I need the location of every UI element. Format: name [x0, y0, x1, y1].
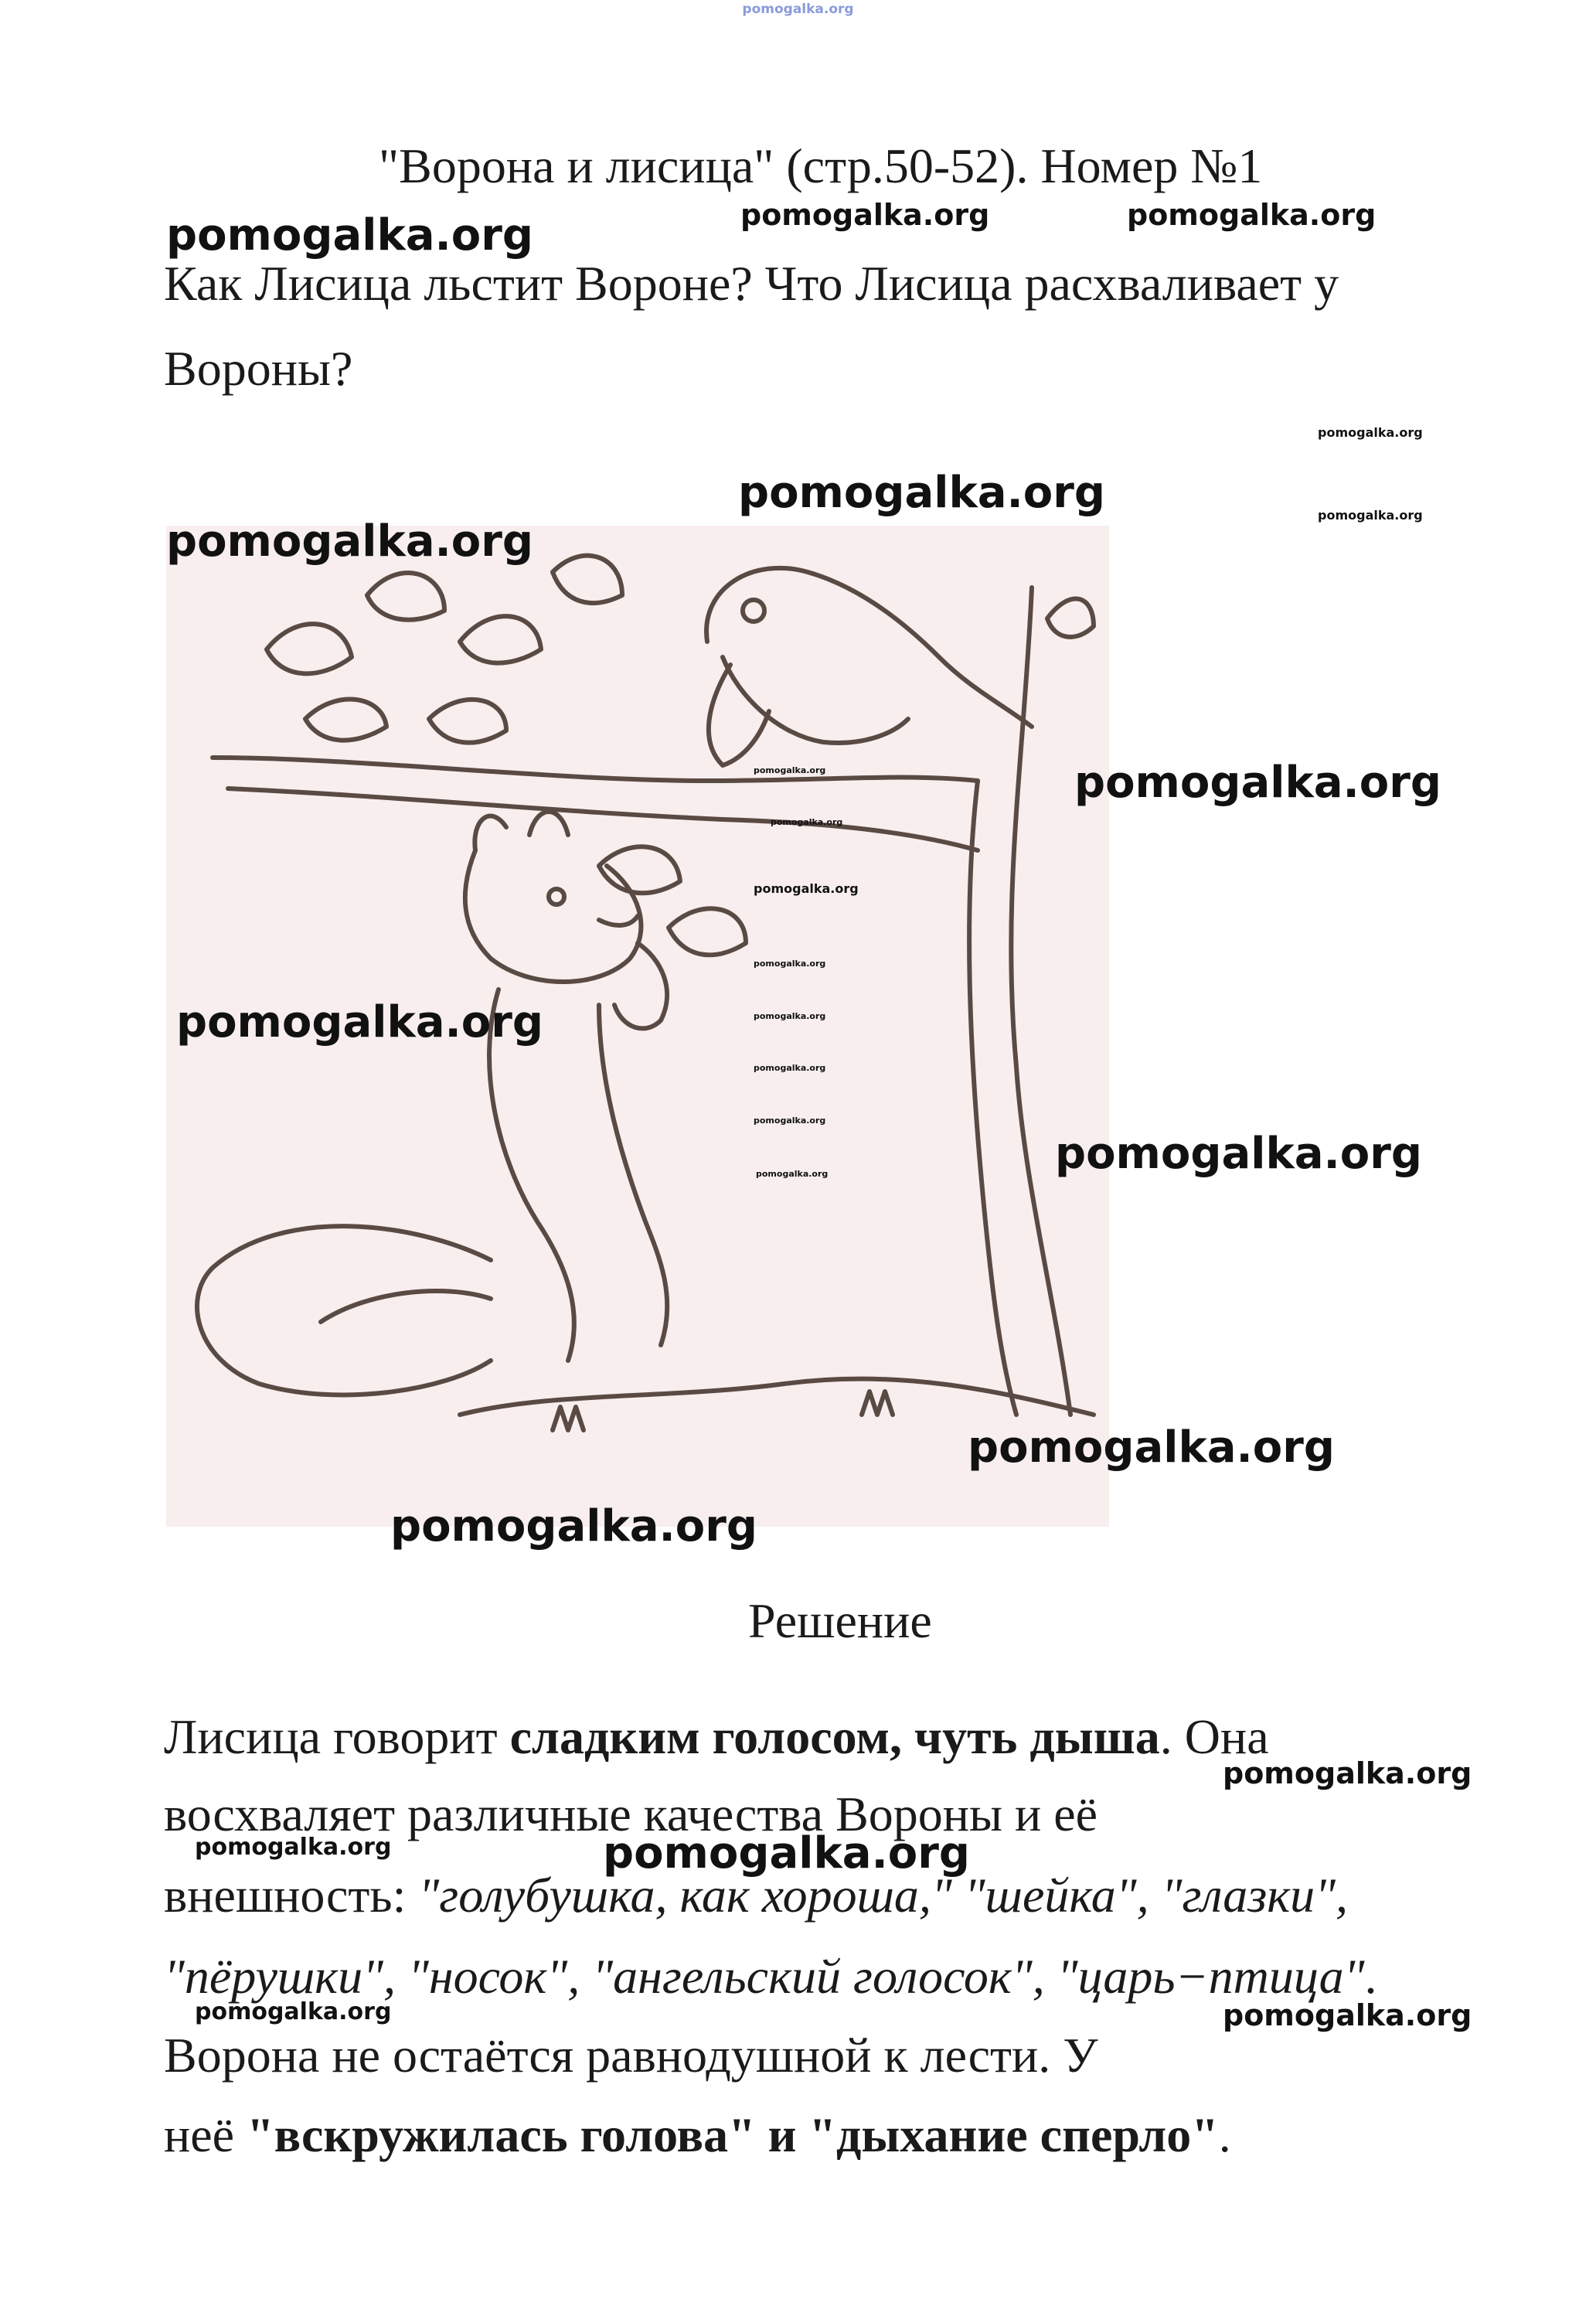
- solution-text: .: [1218, 2107, 1231, 2162]
- watermark: pomogalka.org: [754, 765, 826, 775]
- solution-heading: Решение: [748, 1593, 932, 1648]
- watermark: pomogalka.org: [1074, 758, 1441, 808]
- watermark: pomogalka.org: [166, 516, 533, 567]
- watermark: pomogalka.org: [603, 1828, 970, 1878]
- watermark: pomogalka.org: [1318, 508, 1423, 523]
- solution-line-4: [164, 1948, 1377, 2005]
- watermark: pomogalka.org: [1223, 1756, 1472, 1790]
- question-line-1: Как Лисица льстит Вороне? Что Лисица расхваливает у: [164, 256, 1339, 311]
- solution-italic: "голубушка, как хороша," "шейка", "глазки",: [418, 1868, 1349, 1923]
- solution-italic: "пёрушки", "носок", "ангельский голосок", "царь−птица": [164, 1949, 1365, 2004]
- solution-text: Лисица говорит: [164, 1709, 510, 1764]
- watermark: pomogalka.org: [756, 1169, 829, 1179]
- watermark: pomogalka.org: [754, 1063, 826, 1073]
- watermark: pomogalka.org: [390, 1501, 757, 1552]
- watermark: pomogalka.org: [754, 1011, 826, 1021]
- watermark: pomogalka.org: [195, 1834, 392, 1861]
- watermark: pomogalka.org: [740, 198, 990, 232]
- watermark: pomogalka.org: [176, 997, 543, 1047]
- watermark: pomogalka.org: [195, 1998, 392, 2025]
- watermark: pomogalka.org: [166, 210, 533, 261]
- solution-text: . Она: [1159, 1709, 1269, 1764]
- solution-text: .: [1364, 1949, 1377, 2004]
- watermark: pomogalka.org: [968, 1422, 1335, 1473]
- solution-bold: сладким голосом, чуть дыша: [509, 1709, 1160, 1764]
- solution-bold: "вскружилась голова" и "дыхание сперло": [247, 2107, 1219, 2162]
- watermark: pomogalka.org: [1055, 1129, 1422, 1179]
- watermark: pomogalka.org: [1223, 1998, 1472, 2032]
- solution-line-1: [164, 1708, 1269, 1766]
- watermark: pomogalka.org: [771, 817, 843, 827]
- watermark: pomogalka.org: [1318, 425, 1423, 440]
- question-line-2: Вороны?: [164, 341, 353, 396]
- solution-line-3: [164, 1867, 1348, 1924]
- watermark: pomogalka.org: [738, 468, 1105, 518]
- solution-line-2: восхваляет различные качества Вороны и её: [164, 1787, 1098, 1841]
- task-title: "Ворона и лисица" (стр.50-52). Номер №1: [379, 138, 1263, 193]
- solution-line-6: [164, 2107, 1231, 2164]
- watermark: pomogalka.org: [754, 881, 859, 896]
- watermark: pomogalka.org: [754, 959, 826, 969]
- watermark-top: pomogalka.org: [742, 2, 854, 17]
- solution-text: внешность:: [164, 1868, 419, 1923]
- solution-line-5: Ворона не остаётся равнодушной к лести. У: [164, 2028, 1098, 2083]
- watermark: pomogalka.org: [1127, 198, 1377, 232]
- solution-text: неё: [164, 2107, 247, 2162]
- watermark: pomogalka.org: [754, 1116, 826, 1126]
